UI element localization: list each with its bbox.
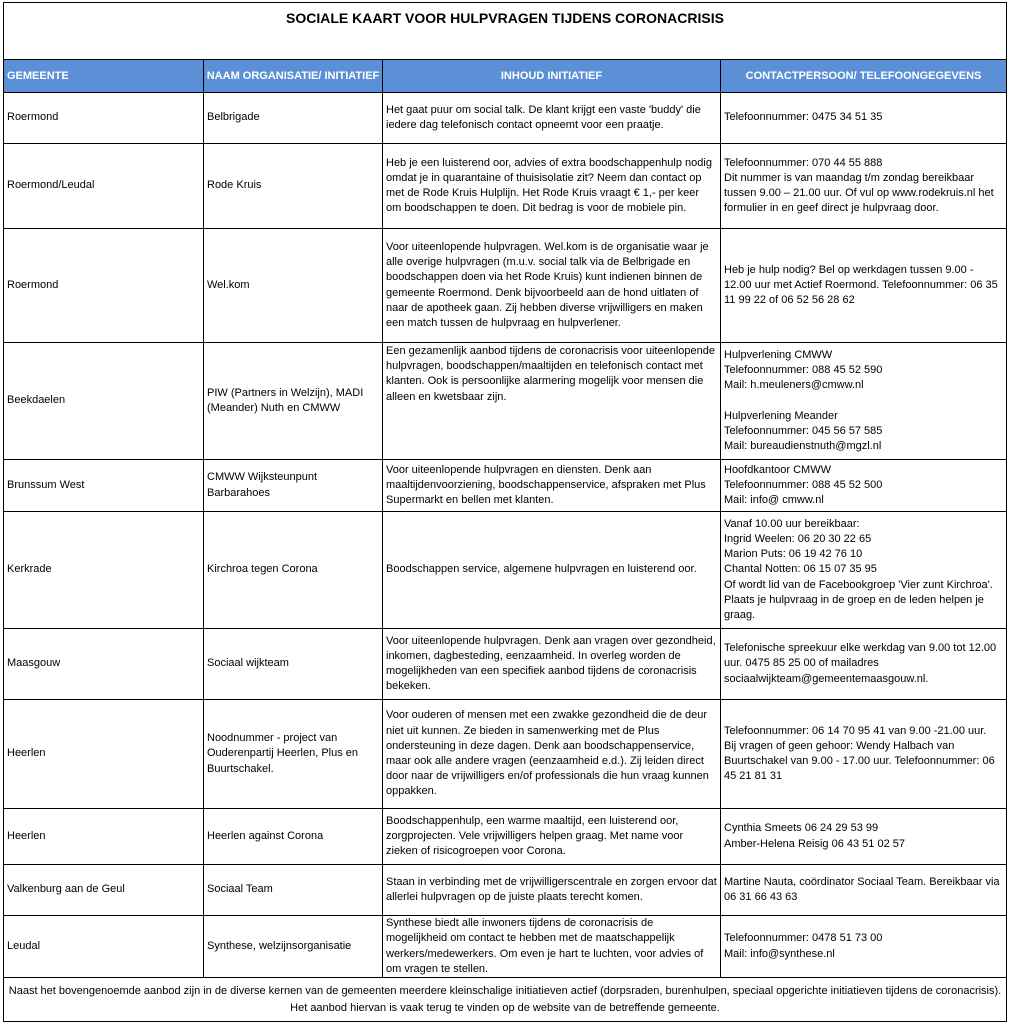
cell-contact (721, 343, 1007, 460)
cell-naam: Rode Kruis (204, 144, 383, 229)
contact-line (724, 394, 1003, 409)
contact-line: Telefoonnummer: 0475 34 51 35 (724, 111, 883, 124)
cell-naam: Sociaal wijkteam (204, 629, 383, 700)
header-gemeente: GEMEENTE (4, 60, 204, 93)
contact-line: Cynthia Smeets 06 24 29 53 99 (724, 822, 879, 835)
table-row (4, 93, 1007, 144)
cell-gemeente: Beekdaelen (4, 343, 204, 460)
cell-naam: Heerlen against Corona (204, 809, 383, 865)
contact-line: Bij vragen of geen gehoor: Wendy Halbach van Buurtschakel van 9.00 - 17.00 uur. Telefoonnummer: 06 45 21 81 31 (724, 739, 995, 783)
contact-line: Dit nummer is van maandag t/m zondag bereikbaar tussen 9.00 – 21.00 uur. Of vul op www.rodekruis.nl het formulier in en geef direct je hulpvraag door. (724, 171, 994, 215)
contact-line: Telefoonnummer: 045 56 57 585 (724, 424, 883, 437)
contact-line: Hoofdkantoor CMWW (724, 463, 831, 476)
cell-naam: Sociaal Team (204, 865, 383, 916)
cell-gemeente: Roermond (4, 93, 204, 144)
cell-naam: PIW (Partners in Welzijn), MADI (Meander) Nuth en CMWW (204, 343, 383, 460)
contact-line: Amber-Helena Reisig 06 43 51 02 57 (724, 837, 906, 850)
cell-naam: Belbrigade (204, 93, 383, 144)
cell-inhoud: Synthese biedt alle inwoners tijdens de coronacrisis de mogelijkheid om contact te hebben met de maatschappelijk werkers/medewerkers. Om even je hart te luchten, voor advies of om vragen te stellen. (383, 916, 721, 978)
cell-gemeente: Heerlen (4, 809, 204, 865)
cell-inhoud: Voor ouderen of mensen met een zwakke gezondheid die de deur niet uit kunnen. Ze bieden in samenwerking met de Plus ondersteuning in deze dagen. Denk aan boodschappenservice, maar ook alle andere vragen (eenzaamheid e.d.). Zij leiden direct door naar de vrijwilligers en/of professionals die hun vraag kunnen oppakken. (383, 700, 721, 809)
cell-gemeente: Brunssum West (4, 460, 204, 512)
contact-line: Ingrid Weelen: 06 20 30 22 65 (724, 532, 872, 545)
cell-inhoud: Voor uiteenlopende hulpvragen. Wel.kom is de organisatie waar je alle overige hulpvragen (m.u.v. social talk via de Belbrigade en boodschappen doen via het Rode Kruis) kunt indienen binnen de gemeente Roermond. Denk bijvoorbeeld aan de hond uitlaten of naar de apotheek gaan. Zij hebben diverse vrijwilligers en maken een match tussen de hulpvraag en hulpverlener. (383, 229, 721, 343)
contact-line: Hulpverlening Meander (724, 409, 838, 422)
contact-line: Telefoonnummer: 088 45 52 590 (724, 364, 883, 377)
contact-line: Martine Nauta, coördinator Sociaal Team. Bereikbaar via 06 31 66 43 63 (724, 875, 1000, 903)
cell-naam: Kirchroa tegen Corona (204, 512, 383, 629)
cell-inhoud: Staan in verbinding met de vrijwilligerscentrale en zorgen ervoor dat allerlei hulpvragen op de juiste plaats terecht komen. (383, 865, 721, 916)
table-row (4, 343, 1007, 460)
cell-contact (721, 809, 1007, 865)
cell-inhoud: Een gezamenlijk aanbod tijdens de coronacrisis voor uiteenlopende hulpvragen, boodschappen/maaltijden en telefonisch contact met klanten. Ook is persoonlijke alarmering mogelijk voor mensen die alleen en kwetsbaar zijn. (383, 343, 721, 460)
cell-naam: CMWW Wijksteunpunt Barbarahoes (204, 460, 383, 512)
header-row (4, 60, 1007, 93)
contact-line: Telefoonnummer: 06 14 70 95 41 van 9.00 -21.00 uur. (724, 724, 987, 737)
contact-line: Vanaf 10.00 uur bereikbaar: (724, 517, 860, 530)
cell-inhoud: Boodschappen service, algemene hulpvragen en luisterend oor. (383, 512, 721, 629)
cell-naam: Synthese, welzijnsorganisatie (204, 916, 383, 978)
cell-gemeente: Leudal (4, 916, 204, 978)
table-row (4, 144, 1007, 229)
table-row (4, 700, 1007, 809)
cell-gemeente: Roermond (4, 229, 204, 343)
cell-contact (721, 865, 1007, 916)
table-row (4, 809, 1007, 865)
cell-gemeente: Roermond/Leudal (4, 144, 204, 229)
contact-line: Telefonische spreekuur elke werkdag van 9.00 tot 12.00 uur. 0475 85 25 00 of mailadres sociaalwijkteam@gemeentemaasgouw.nl. (724, 642, 997, 685)
cell-inhoud: Boodschappenhulp, een warme maaltijd, een luisterend oor, zorgprojecten. Vele vrijwilligers helpen graag. Met name voor zieken of risicogroepen voor Corona. (383, 809, 721, 865)
cell-inhoud: Het gaat puur om social talk. De klant krijgt een vaste 'buddy' die iedere dag telefonisch contact opneemt voor een praatje. (383, 93, 721, 144)
contact-line: Mail: info@synthese.nl (724, 947, 835, 960)
cell-gemeente: Maasgouw (4, 629, 204, 700)
contact-line: Of wordt lid van de Facebookgroep 'Vier zunt Kirchroa'. Plaats je hulpvraag in de groep en de leden helpen je graag. (724, 578, 993, 621)
contact-line: Heb je hulp nodig? Bel op werkdagen tussen 9.00 - 12.00 uur met Actief Roermond. Telefoonnummer: 06 35 11 99 22 of 06 52 56 28 62 (724, 263, 998, 307)
cell-contact (721, 512, 1007, 629)
contact-line: Telefoonnummer: 0478 51 73 00 (724, 932, 883, 945)
cell-inhoud: Heb je een luisterend oor, advies of extra boodschappenhulp nodig omdat je in quarantaine of thuisisolatie zit? Neem dan contact op met de Rode Kruis Hulplijn. Het Rode Kruis vraagt € 1,- per keer om boodschappen te doen. Dit bedrag is voor de mobiele pin. (383, 144, 721, 229)
contact-line: Marion Puts: 06 19 42 76 10 (724, 548, 863, 561)
cell-gemeente: Kerkrade (4, 512, 204, 629)
cell-contact (721, 700, 1007, 809)
header-inhoud: INHOUD INITIATIEF (383, 60, 721, 93)
header-contact: CONTACTPERSOON/ TELEFOONGEGEVENS (721, 60, 1007, 93)
cell-naam: Wel.kom (204, 229, 383, 343)
cell-inhoud: Voor uiteenlopende hulpvragen. Denk aan vragen over gezondheid, inkomen, dagbesteding, eenzaamheid. In overleg worden de mogelijkheden van een specifiek aanbod tijdens de coronacrisis bekeken. (383, 629, 721, 700)
footer-note: Naast het bovengenoemde aanbod zijn in de diverse kernen van de gemeenten meerdere kleinschalige initiatieven actief (dorpsraden, burenhulpen, speciaal opgerichte initiatieven tijdens de coronacrisis). Het aanbod hiervan is vaak terug te vinden op de website van de betreffende gemeente. (8, 985, 1002, 1014)
cell-inhoud: Voor uiteenlopende hulpvragen en diensten. Denk aan maaltijdenvoorziening, boodschappenservice, afspraken met Plus Supermarkt en bellen met klanten. (383, 460, 721, 512)
contact-line: Mail: h.meuleners@cmww.nl (724, 379, 864, 392)
cell-contact (721, 229, 1007, 343)
contact-line: Hulpverlening CMWW (724, 348, 833, 361)
social-map-table (3, 59, 1007, 978)
cell-contact (721, 629, 1007, 700)
document-sheet (3, 2, 1007, 1022)
cell-naam: Noodnummer - project van Ouderenpartij Heerlen, Plus en Buurtschakel. (204, 700, 383, 809)
cell-gemeente: Heerlen (4, 700, 204, 809)
contact-line: Telefoonnummer: 070 44 55 888 (724, 156, 883, 169)
header-naam: NAAM ORGANISATIE/ INITIATIEF (204, 60, 383, 93)
contact-line: Telefoonnummer: 088 45 52 500 (724, 478, 883, 491)
table-row (4, 629, 1007, 700)
cell-contact (721, 460, 1007, 512)
table-row (4, 512, 1007, 629)
page-title: SOCIALE KAART VOOR HULPVRAGEN TIJDENS CORONACRISIS (286, 10, 724, 26)
cell-gemeente: Valkenburg aan de Geul (4, 865, 204, 916)
contact-line: Chantal Notten: 06 15 07 35 95 (724, 563, 877, 576)
contact-line: Mail: bureaudienstnuth@mgzl.nl (724, 439, 882, 452)
table-row (4, 460, 1007, 512)
table-row (4, 865, 1007, 916)
cell-contact (721, 93, 1007, 144)
contact-line: Mail: info@ cmww.nl (724, 494, 824, 507)
cell-contact (721, 144, 1007, 229)
table-row (4, 229, 1007, 343)
